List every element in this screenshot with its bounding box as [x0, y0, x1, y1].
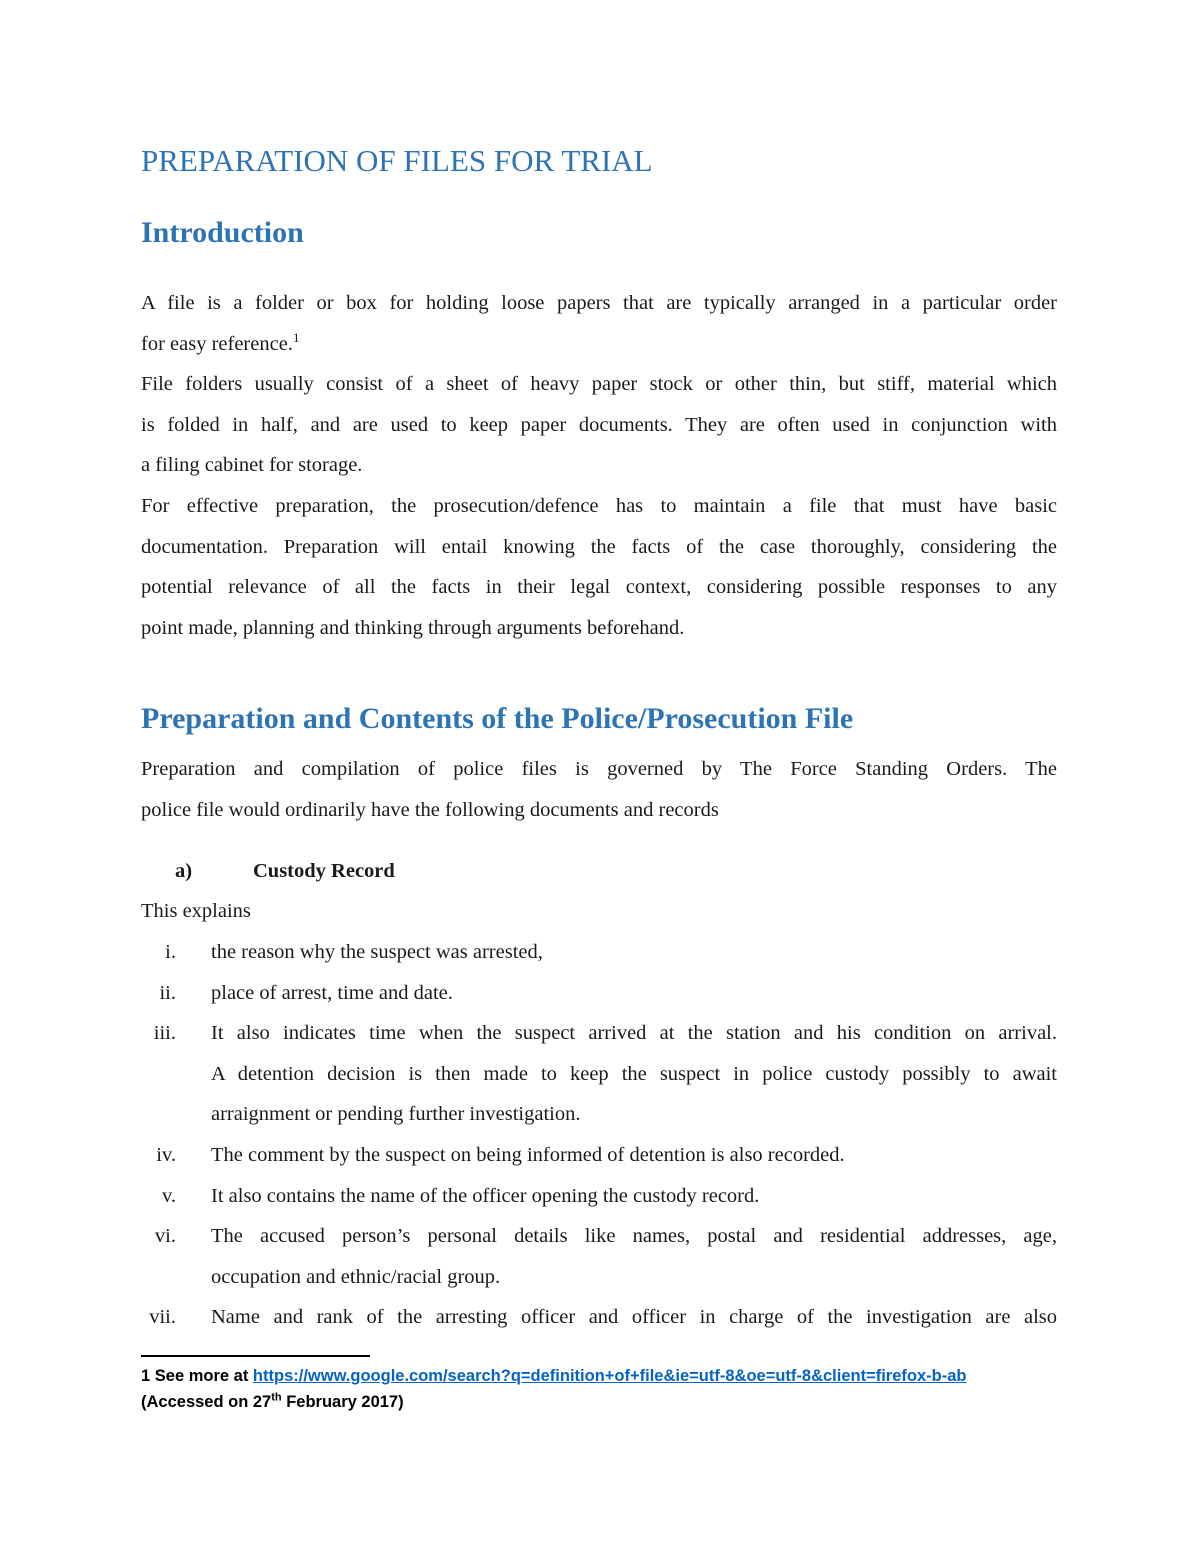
subsection-title: Custody Record — [253, 860, 395, 882]
footnote-accessed-sup: th — [271, 1391, 282, 1404]
subsection-marker: a) — [175, 860, 193, 882]
list-item-number: i. — [165, 941, 176, 963]
section-paragraph — [141, 749, 1057, 830]
list-item-line: A detention decision is then made to keep the suspect in police custody possibly to await — [211, 1062, 1057, 1085]
list-item-line: occupation and ethnic/racial group. — [211, 1265, 501, 1288]
paragraph-line: police file would ordinarily have the following documents and records — [141, 798, 719, 821]
document-title: PREPARATION OF FILES FOR TRIAL — [141, 143, 653, 178]
list-item — [211, 1013, 1057, 1135]
list-item-line: The accused person’s personal details like names, postal and residential addresses, age, — [211, 1225, 1057, 1248]
list-item — [211, 973, 1057, 1014]
list-item-number: v. — [161, 1184, 176, 1207]
subsection-intro: This explains — [141, 900, 251, 922]
list-item — [211, 1216, 1057, 1297]
list-item-line: the reason why the suspect was arrested, — [211, 941, 543, 963]
footnote-prefix: See more at — [154, 1367, 253, 1385]
footnote-line-2 — [141, 1393, 404, 1412]
list-item-line: It also contains the name of the officer opening the custody record. — [211, 1184, 760, 1207]
paragraph-line: Preparation and compilation of police files is governed by The Force Standing Orders. The — [141, 758, 1057, 780]
paragraph-line: is folded in half, and are used to keep paper documents. They are often used in conjunction with — [141, 413, 1057, 436]
list-item — [211, 932, 1057, 973]
list-item — [211, 1135, 1057, 1176]
intro-paragraph-2 — [141, 364, 1057, 486]
list-item-line: It also indicates time when the suspect arrived at the station and his condition on arrival. — [211, 1022, 1057, 1045]
paragraph-line-text: for easy reference. — [141, 332, 293, 355]
list-item-number: ii. — [159, 981, 176, 1004]
paragraph-line: A file is a folder or box for holding loose papers that are typically arranged in a particular order — [141, 292, 1057, 314]
list-item-line: Name and rank of the arresting officer and officer in charge of the investigation are also — [211, 1306, 1057, 1329]
footnote-ref[interactable]: 1 — [292, 329, 300, 345]
list-item-line: place of arrest, time and date. — [211, 981, 453, 1004]
footnote-accessed-pre: (Accessed on 27 — [141, 1393, 272, 1411]
intro-paragraph-1 — [141, 283, 1057, 364]
list-item-number: iv. — [156, 1144, 176, 1166]
paragraph-line: potential relevance of all the facts in their legal context, considering possible responses to any — [141, 576, 1057, 599]
list-item-number: iii. — [153, 1022, 176, 1045]
footnote-line-1 — [141, 1367, 966, 1386]
paragraph-line: For effective preparation, the prosecution/defence has to maintain a file that must have basic — [141, 495, 1057, 517]
list-item — [211, 1176, 1057, 1217]
list-item-number: vii. — [149, 1306, 176, 1329]
footnote-number: 1 — [141, 1367, 151, 1385]
footnote-link[interactable]: https://www.google.com/search?q=definition+of+file&ie=utf-8&oe=utf-8&client=firefox-b-ab — [252, 1367, 967, 1385]
paragraph-line: point made, planning and thinking through arguments beforehand. — [141, 616, 685, 639]
footnote-separator — [141, 1355, 370, 1357]
paragraph-line: File folders usually consist of a sheet of heavy paper stock or other thin, but stiff, material which — [141, 373, 1057, 395]
footnote-accessed-post: February 2017) — [281, 1393, 404, 1411]
list-item-number: vi. — [154, 1225, 176, 1248]
list-item-line: arraignment or pending further investigation. — [211, 1103, 581, 1126]
list-item — [211, 1297, 1057, 1338]
intro-paragraph-3 — [141, 486, 1057, 648]
paragraph-line: documentation. Preparation will entail knowing the facts of the case thoroughly, considering the — [141, 535, 1057, 558]
paragraph-line: a filing cabinet for storage. — [141, 454, 363, 477]
section-heading: Preparation and Contents of the Police/Prosecution File — [141, 702, 854, 735]
list-item-line: The comment by the suspect on being informed of detention is also recorded. — [211, 1144, 845, 1166]
paragraph-line — [141, 324, 1057, 365]
introduction-heading: Introduction — [141, 216, 304, 249]
